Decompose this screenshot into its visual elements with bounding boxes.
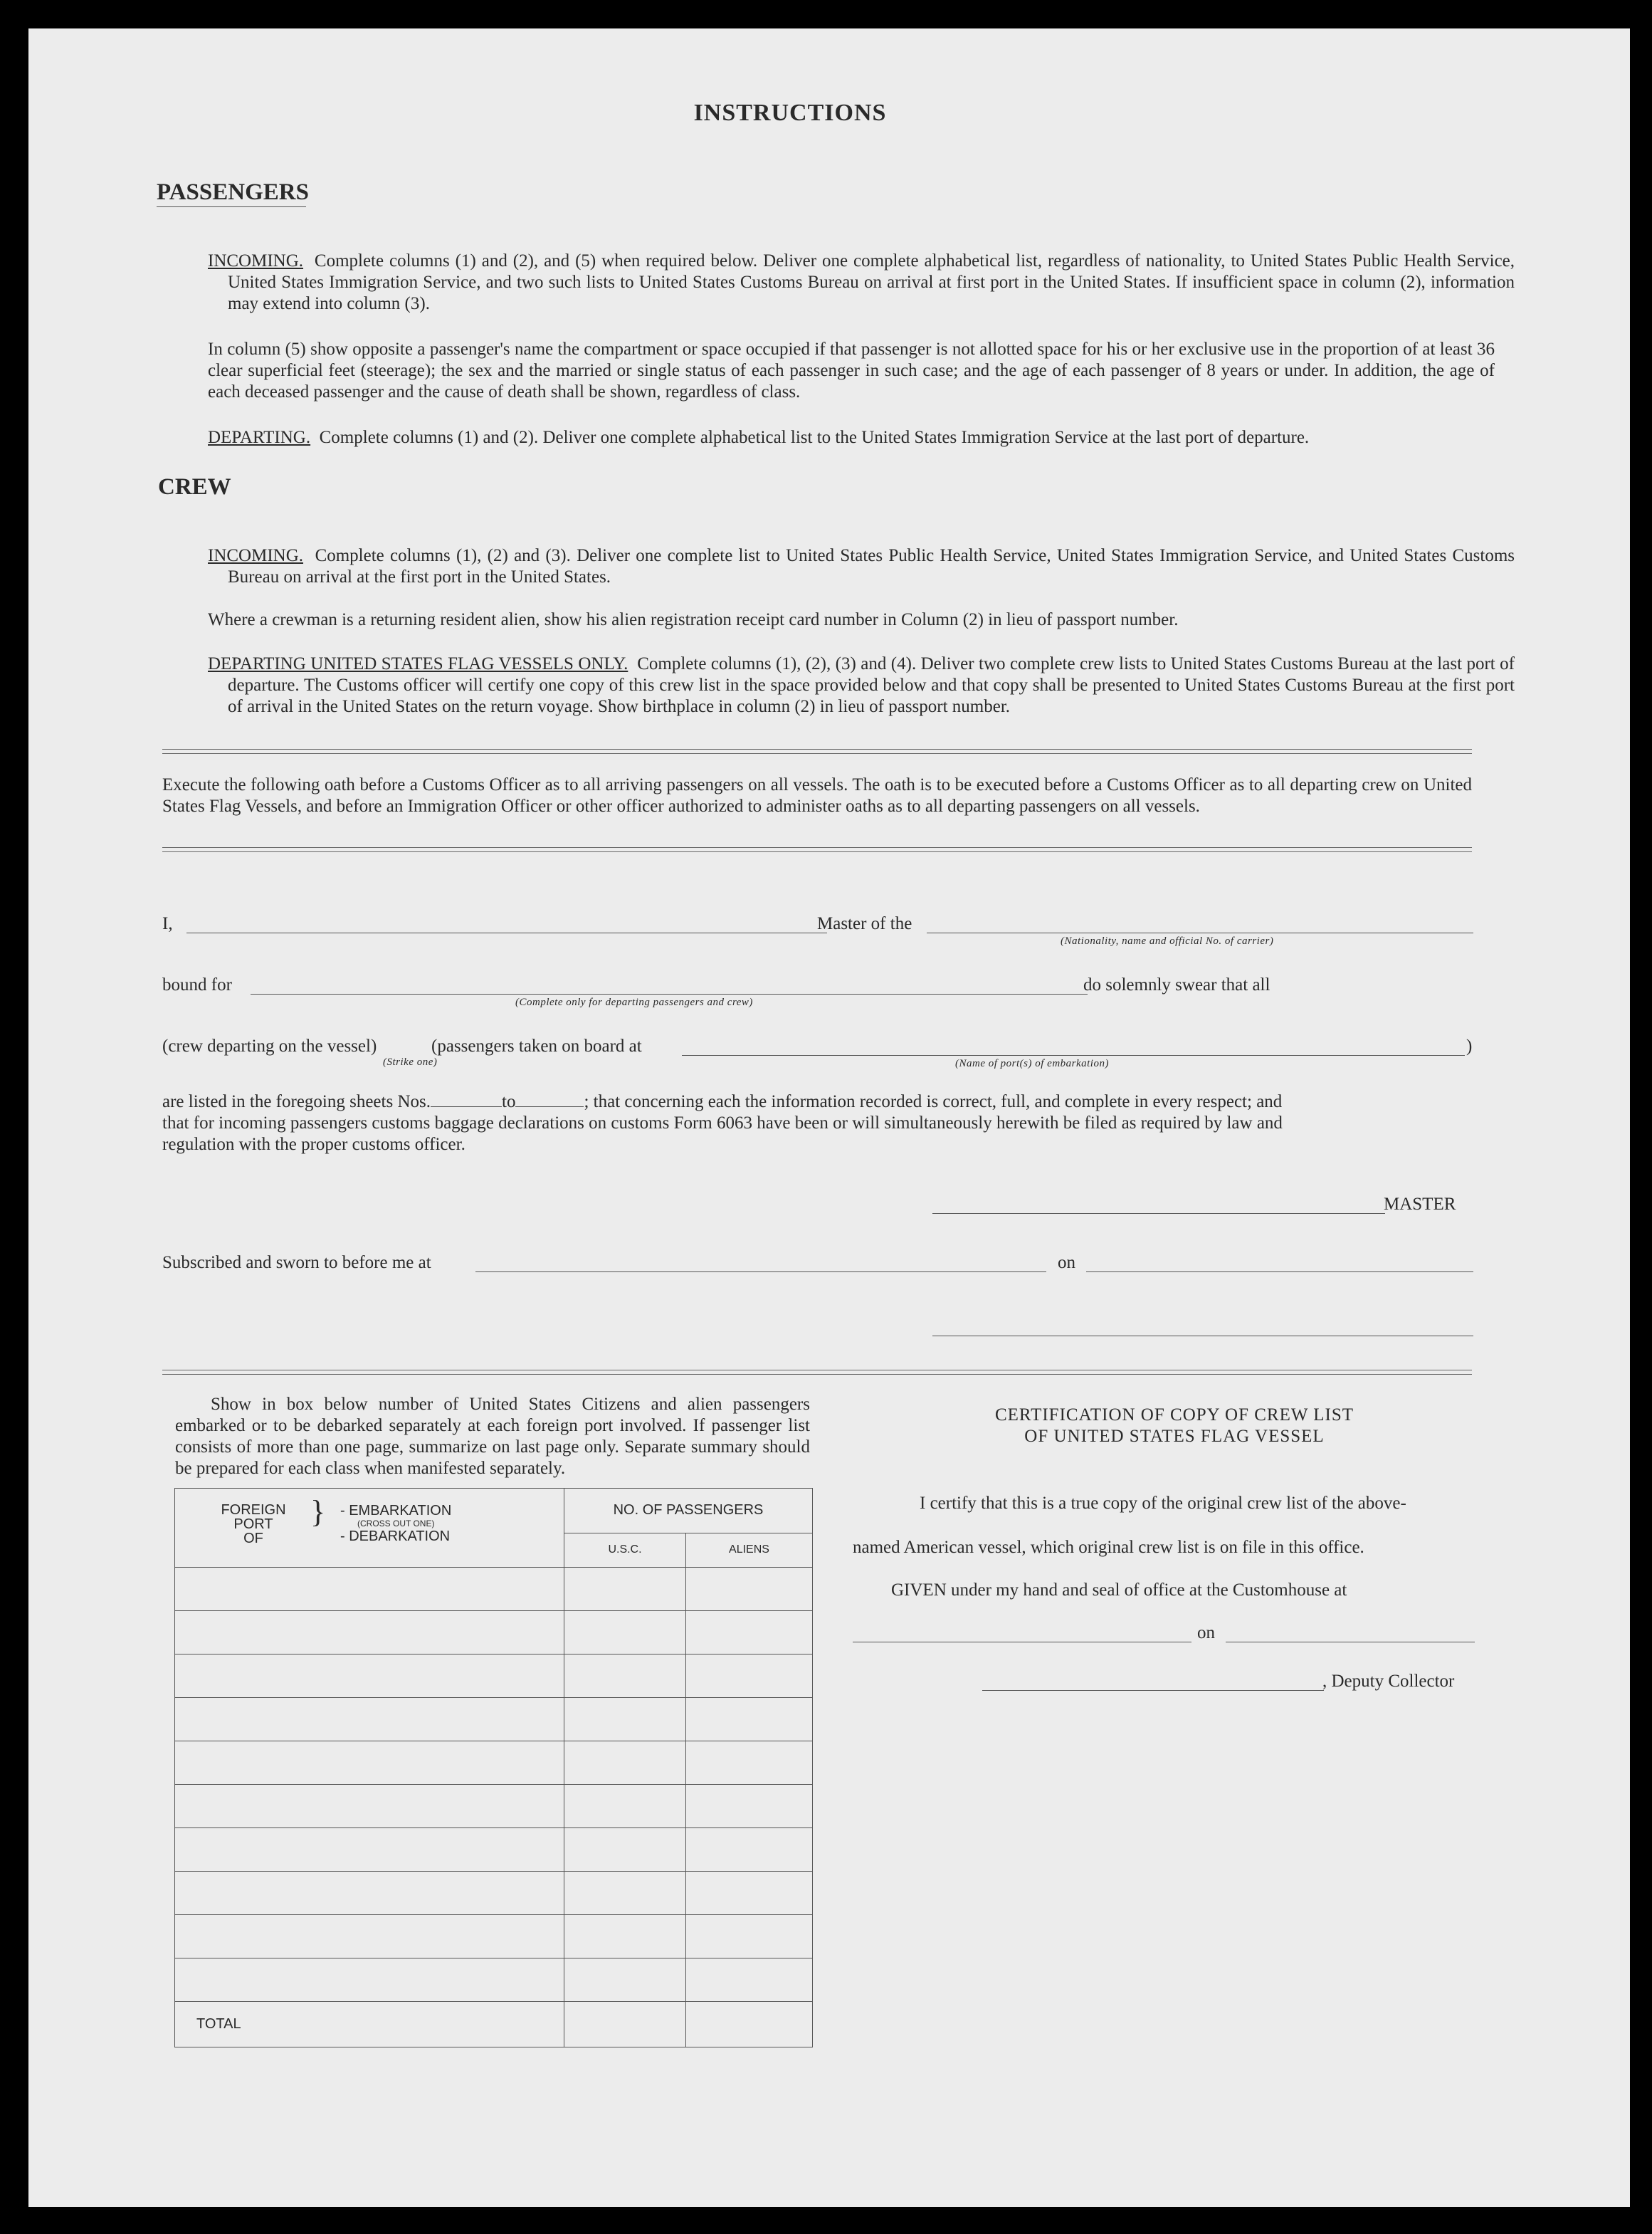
passengers-heading: PASSENGERS — [157, 179, 309, 205]
embarkation-ports-note: (Name of port(s) of embarkation) — [955, 1058, 1109, 1069]
port-cell[interactable] — [175, 1568, 564, 1611]
table-row[interactable] — [175, 1915, 813, 1958]
page-title: INSTRUCTIONS — [693, 100, 887, 126]
total-label: TOTAL — [175, 2002, 564, 2047]
passenger-summary-table — [174, 1488, 813, 2047]
listed-text-2: ; that concerning each the information recorded is correct, full, and complete in every respect; and — [584, 1092, 1283, 1111]
aliens-cell[interactable] — [686, 1654, 813, 1698]
certification-on-label: on — [1197, 1623, 1215, 1642]
aliens-total-cell[interactable] — [686, 2002, 813, 2047]
of-label: OF — [243, 1531, 263, 1546]
usc-cell[interactable] — [564, 1568, 686, 1611]
bound-for-note: (Complete only for departing passengers and crew) — [515, 997, 753, 1008]
passengers-incoming-paragraph — [208, 251, 1515, 315]
certification-title-1: CERTIFICATION OF COPY OF CREW LIST — [994, 1405, 1354, 1425]
aliens-cell[interactable] — [686, 1698, 813, 1741]
usc-cell[interactable] — [564, 1698, 686, 1741]
usc-cell[interactable] — [564, 1654, 686, 1698]
port-cell[interactable] — [175, 1698, 564, 1741]
no-of-passengers-header: NO. OF PASSENGERS — [564, 1489, 813, 1533]
usc-cell[interactable] — [564, 1828, 686, 1872]
port-cell[interactable] — [175, 1828, 564, 1872]
listed-text-4: regulation with the proper customs officer. — [162, 1135, 465, 1154]
passengers-column5-paragraph: In column (5) show opposite a passenger's name the compartment or space occupied if that passenger is not allotted space for his or her exclusive use in the proportion of at least 36 clear superficial feet (steerage); the sex and the married or single status of each passenger in such case; and the age of each passenger of 8 years or under. In addition, the age of each deceased passenger and the cause of death shall be shown, regardless of class. — [208, 340, 1495, 402]
debarkation-label: - DEBARKATION — [340, 1528, 451, 1544]
port-cell[interactable] — [175, 1958, 564, 2002]
aliens-cell[interactable] — [686, 1915, 813, 1958]
sworn-on-label: on — [1058, 1253, 1075, 1272]
brace-icon: } — [310, 1494, 326, 1529]
crew-departing-paragraph — [208, 654, 1515, 718]
strike-one-note: (Strike one) — [383, 1056, 438, 1068]
table-row[interactable] — [175, 1568, 813, 1611]
port-cell[interactable] — [175, 1915, 564, 1958]
port-cell[interactable] — [175, 1611, 564, 1654]
certification-line-2: named American vessel, which original crew list is on file in this office. — [853, 1538, 1364, 1557]
port-header-cell — [175, 1489, 564, 1568]
aliens-cell[interactable] — [686, 1785, 813, 1828]
embarkation-label: - EMBARKATION — [340, 1503, 452, 1519]
sheet-to-field[interactable] — [515, 1106, 584, 1107]
usc-cell[interactable] — [564, 1785, 686, 1828]
cross-out-note: (CROSS OUT ONE) — [357, 1519, 435, 1528]
usc-cell[interactable] — [564, 1958, 686, 2002]
crew-incoming-text: Complete columns (1), (2) and (3). Deliver one complete list to United States Public Health Service, United States Immigration Service, and United States Customs Bureau on arrival at the first port in the United States. — [228, 546, 1515, 587]
aliens-cell[interactable] — [686, 1611, 813, 1654]
listed-text-3: that for incoming passengers customs baggage declarations on customs Form 6063 have been or will simultaneously herewith be filed as required by law and — [162, 1113, 1283, 1133]
passengers-taken-option: (passengers taken on board at — [431, 1037, 642, 1056]
sheet-from-field[interactable] — [431, 1106, 502, 1107]
passengers-incoming-text: Complete columns (1) and (2), and (5) when required below. Deliver one complete alphabetical list, regardless of nationality, to United States Public Health Service, United States Immigration Service, and two such lists to United States Customs Bureau on arrival at first port in the United States. If insufficient space in column (2), information may extend into column (3). — [228, 251, 1515, 313]
table-row[interactable] — [175, 1698, 813, 1741]
foreign-port-of — [211, 1503, 296, 1546]
port-cell[interactable] — [175, 1741, 564, 1785]
aliens-cell[interactable] — [686, 1958, 813, 2002]
aliens-cell[interactable] — [686, 1568, 813, 1611]
summary-instruction: Show in box below number of United States Citizens and alien passengers embarked or to be debarked separately at each foreign port involved. If passenger list consists of more than one page, summarize on last page only. Separate summary should be prepared for each class when manifested separately. — [175, 1395, 810, 1478]
oath-i-label: I, — [162, 914, 173, 933]
listed-to-label: to — [502, 1092, 516, 1111]
aliens-cell[interactable] — [686, 1741, 813, 1785]
passengers-departing-text: Complete columns (1) and (2). Deliver one complete alphabetical list to the United States Immigration Service at the last port of departure. — [319, 428, 1310, 447]
certification-line-3: GIVEN under my hand and seal of office at the Customhouse at — [891, 1580, 1347, 1600]
table-row[interactable] — [175, 1785, 813, 1828]
crew-heading: CREW — [158, 474, 231, 500]
crew-departing-text: Complete columns (1), (2), (3) and (4). Deliver two complete crew lists to United States Customs Bureau at the last port of departure. The Customs officer will certify one copy of this crew list in the space provided below and that copy shall be presented to United States Customs Bureau at the first port of arrival in the United States on the return voyage. Show birthplace in column (2) in lieu of passport number. — [228, 654, 1515, 716]
port-cell[interactable] — [175, 1785, 564, 1828]
table-row[interactable] — [175, 1611, 813, 1654]
crew-incoming-label: INCOMING. — [208, 546, 304, 565]
usc-cell[interactable] — [564, 1611, 686, 1654]
oath-instruction: Execute the following oath before a Customs Officer as to all arriving passengers on all vessels. The oath is to be executed before a Customs Officer as to all departing crew on United States Flag Vessels, and before an Immigration Officer or other officer authorized to administer oaths as to all departing passengers on all vessels. — [162, 775, 1472, 816]
carrier-note: (Nationality, name and official No. of carrier) — [1061, 935, 1274, 947]
port-cell[interactable] — [175, 1872, 564, 1915]
crew-departing-option: (crew departing on the vessel) — [162, 1037, 377, 1056]
master-signature-field[interactable] — [932, 1213, 1385, 1214]
table-row[interactable] — [175, 1654, 813, 1698]
table-row[interactable] — [175, 1741, 813, 1785]
aliens-header: ALIENS — [686, 1533, 813, 1567]
aliens-cell[interactable] — [686, 1828, 813, 1872]
certification-title-2: OF UNITED STATES FLAG VESSEL — [1024, 1427, 1325, 1446]
usc-header: U.S.C. — [564, 1533, 686, 1567]
passengers-departing-paragraph — [208, 427, 1515, 449]
form-page — [28, 28, 1630, 2207]
passengers-departing-label: DEPARTING. — [208, 428, 311, 447]
passengers-incoming-label: INCOMING. — [208, 251, 304, 271]
bound-for-label: bound for — [162, 975, 232, 995]
passengers-heading-underline — [157, 206, 306, 207]
usc-cell[interactable] — [564, 1741, 686, 1785]
sworn-date-field[interactable] — [1086, 1271, 1473, 1272]
embarkation-ports-field[interactable] — [682, 1055, 1465, 1056]
table-row[interactable] — [175, 1958, 813, 2002]
sworn-place-field[interactable] — [475, 1271, 1046, 1272]
deputy-collector-label: , Deputy Collector — [1322, 1672, 1455, 1691]
swear-text: do solemnly swear that all — [1083, 975, 1270, 995]
aliens-cell[interactable] — [686, 1872, 813, 1915]
crew-departing-label: DEPARTING UNITED STATES FLAG VESSELS ONLY. — [208, 654, 628, 673]
summary-header-row — [175, 1489, 813, 1533]
usc-cell[interactable] — [564, 1872, 686, 1915]
close-paren: ) — [1466, 1037, 1473, 1056]
crew-resident-paragraph: Where a crewman is a returning resident alien, show his alien registration receipt card number in Column (2) in lieu of passport number. — [208, 610, 1179, 629]
foreign-label: FOREIGN — [221, 1502, 286, 1518]
section-divider — [162, 1370, 1472, 1375]
port-label: PORT — [233, 1516, 273, 1532]
bound-for-field[interactable] — [251, 994, 1088, 995]
total-row[interactable] — [175, 2002, 813, 2047]
usc-total-cell[interactable] — [564, 2002, 686, 2047]
table-row[interactable] — [175, 1872, 813, 1915]
master-of-the-label: Master of the — [817, 914, 912, 933]
listed-text-1 — [162, 1092, 1282, 1112]
usc-cell[interactable] — [564, 1915, 686, 1958]
section-divider — [162, 847, 1472, 852]
certification-line-1: I certify that this is a true copy of the original crew list of the above- — [920, 1494, 1406, 1513]
table-row[interactable] — [175, 1828, 813, 1872]
listed-sheets-label: are listed in the foregoing sheets Nos. — [162, 1092, 431, 1111]
crew-incoming-paragraph — [208, 545, 1515, 588]
subscribed-label: Subscribed and sworn to before me at — [162, 1253, 431, 1272]
master-label: MASTER — [1384, 1195, 1456, 1214]
section-divider — [162, 749, 1472, 754]
port-cell[interactable] — [175, 1654, 564, 1698]
deputy-signature-field[interactable] — [982, 1690, 1324, 1691]
